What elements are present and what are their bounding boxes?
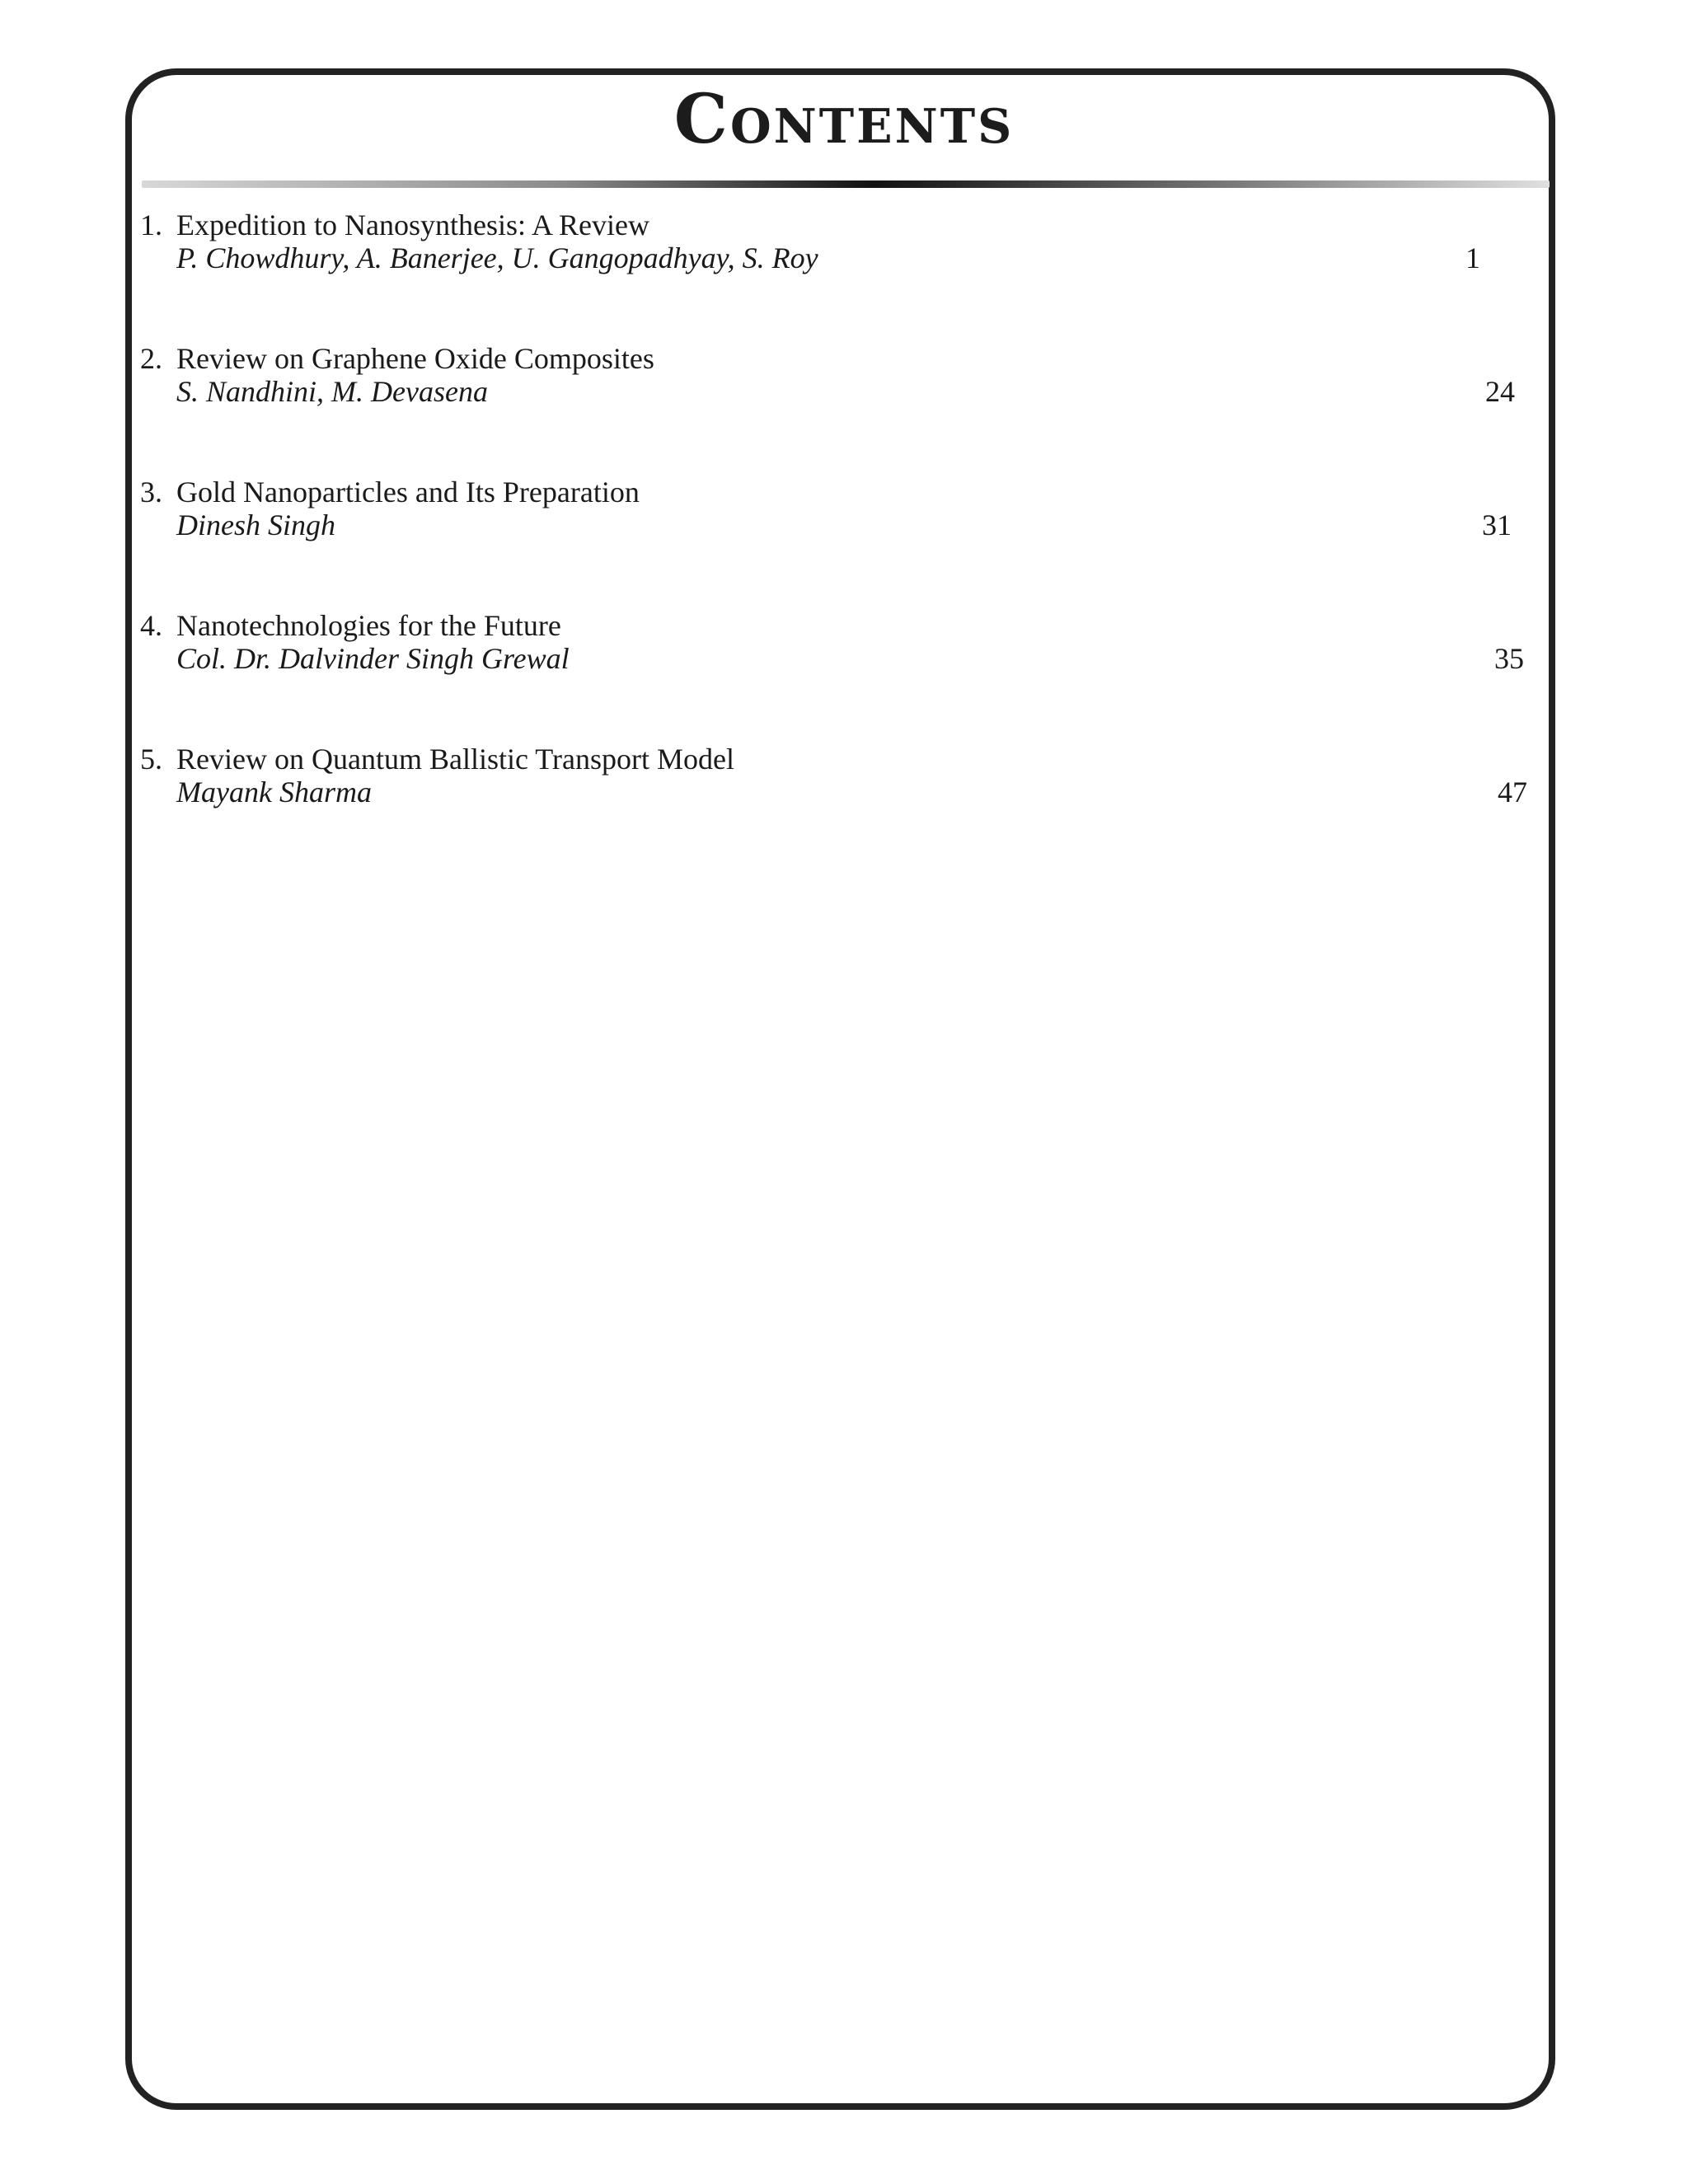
toc-entry-page[interactable]: 35 — [1494, 642, 1524, 675]
toc-entry-authors: Mayank Sharma — [176, 776, 372, 808]
toc-entry-authors: S. Nandhini, M. Devasena — [176, 375, 488, 408]
toc-entry-number: 4. — [140, 609, 162, 642]
toc-entry-authors: P. Chowdhury, A. Banerjee, U. Gangopadhyay, S. Roy — [176, 241, 818, 274]
toc-entry-page[interactable]: 1 — [1465, 241, 1480, 274]
toc-entry-page[interactable]: 31 — [1482, 509, 1512, 541]
toc-entry-number: 2. — [140, 342, 162, 375]
toc-entry-authors: Dinesh Singh — [176, 509, 335, 541]
toc-entry-title-line — [140, 611, 561, 640]
toc-entry-title-line — [140, 744, 734, 774]
toc-entry-authors: Col. Dr. Dalvinder Singh Grewal — [176, 642, 570, 675]
toc-entry-number: 1. — [140, 209, 162, 241]
title-divider — [142, 180, 1550, 188]
toc-entry-title-line — [140, 477, 640, 507]
toc-entry-page[interactable]: 24 — [1485, 375, 1515, 408]
toc-entry-number: 5. — [140, 743, 162, 776]
toc-entry-title-line — [140, 344, 654, 373]
toc-entry-title[interactable]: Review on Graphene Oxide Composites — [176, 342, 654, 375]
toc-entry-page[interactable]: 47 — [1498, 776, 1527, 808]
toc-entry-title[interactable]: Gold Nanoparticles and Its Preparation — [176, 476, 640, 509]
toc-entry-title[interactable]: Review on Quantum Ballistic Transport Model — [176, 743, 734, 776]
page-title: Contents — [673, 80, 1015, 159]
toc-entry-title-line — [140, 210, 649, 240]
toc-entry-number: 3. — [140, 476, 162, 509]
toc-entry-title[interactable]: Expedition to Nanosynthesis: A Review — [176, 209, 649, 241]
toc-entry-title[interactable]: Nanotechnologies for the Future — [176, 609, 561, 642]
